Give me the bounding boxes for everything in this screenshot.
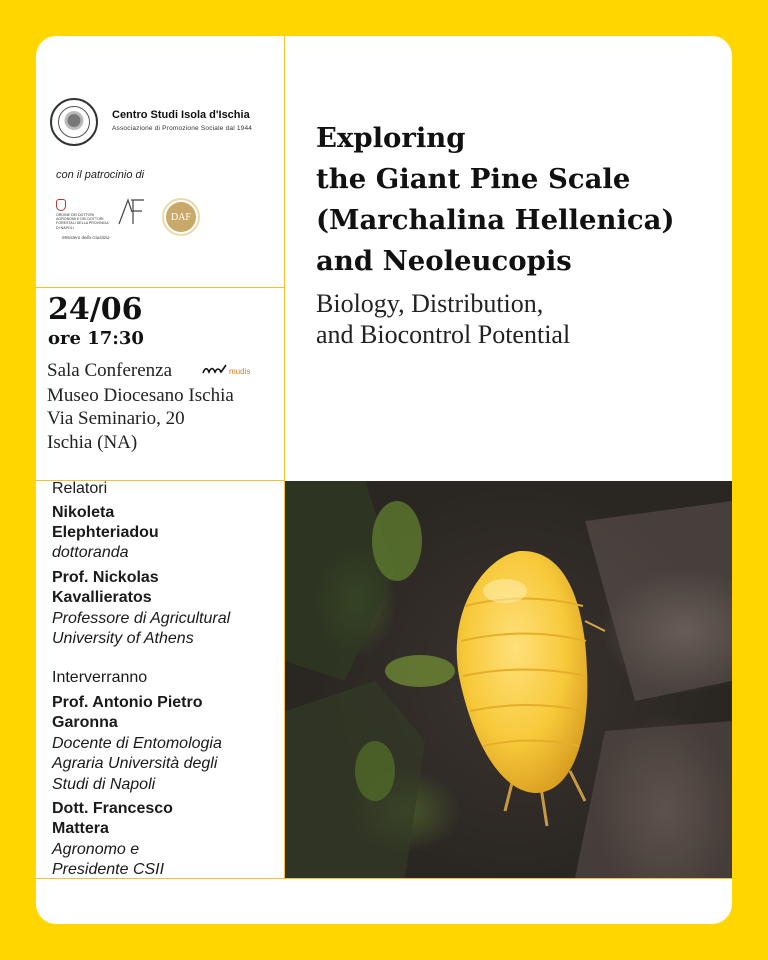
insect-photo <box>285 481 732 878</box>
venue-street: Via Seminario, 20 <box>47 408 185 429</box>
af-logo-icon <box>116 196 146 228</box>
svg-text:mudis: mudis <box>229 367 251 376</box>
speaker-3-role: Agraria Università degli <box>52 755 218 772</box>
venue-city: Ischia (NA) <box>47 432 138 453</box>
speaker-3-name: Prof. Antonio Pietro <box>52 694 203 711</box>
speaker-3-name: Garonna <box>52 714 118 731</box>
event-title: Exploring the Giant Pine Scale (Marchalina Hellenica) and Neoleucopis <box>316 122 675 277</box>
giant-pine-scale-insect-illustration <box>285 481 732 878</box>
poster-card <box>36 36 732 924</box>
speaker-1-role: dottoranda <box>52 544 129 561</box>
org-name: Centro Studi Isola d'Ischia <box>112 109 250 121</box>
ministry-label: Ministero della Giustizia <box>62 235 110 240</box>
venue-room: Sala Conferenza <box>47 360 173 381</box>
event-date: 24/06 <box>48 292 143 327</box>
interverranno-label: Interverranno <box>52 669 148 686</box>
speaker-4-name: Mattera <box>52 820 109 837</box>
speaker-3-role: Studi di Napoli <box>52 776 156 793</box>
divider-logos-date <box>36 287 285 288</box>
ordine-agronomi-logo-text: ORDINE DEI DOTTORI AGRONOMI E DEI DOTTORI FORESTALI DELLA PROVINCIA DI NAPOLI <box>56 213 109 230</box>
speaker-1-name: Elephteriadou <box>52 524 159 541</box>
mudis-logo-icon <box>202 363 251 377</box>
italian-emblem-icon <box>56 199 66 211</box>
patronage-label: con il patrocinio di <box>56 169 145 181</box>
speaker-4-name: Dott. Francesco <box>52 800 173 817</box>
speaker-3-role: Docente di Entomologia <box>52 735 222 752</box>
relatori-label: Relatori <box>52 480 108 497</box>
venue-museum: Museo Diocesano Ischia <box>47 385 234 406</box>
speaker-1-name: Nikoleta <box>52 504 115 521</box>
event-time: ore 17:30 <box>48 328 144 349</box>
centro-studi-seal-logo <box>50 98 98 146</box>
org-subtitle: Associazione di Promozione Sociale dal 1944 <box>112 125 253 132</box>
speaker-4-role: Presidente CSII <box>52 861 165 878</box>
event-subtitle: Biology, Distribution, and Biocontrol Potential <box>316 289 571 349</box>
speaker-2-name: Prof. Nickolas <box>52 569 159 586</box>
speaker-2-role: Professore di Agricultural <box>52 610 231 627</box>
daf-logo: DAF <box>162 198 200 236</box>
speaker-4-role: Agronomo e <box>52 841 140 858</box>
speaker-2-name: Kavallieratos <box>52 589 152 606</box>
speaker-2-role: University of Athens <box>52 630 194 647</box>
